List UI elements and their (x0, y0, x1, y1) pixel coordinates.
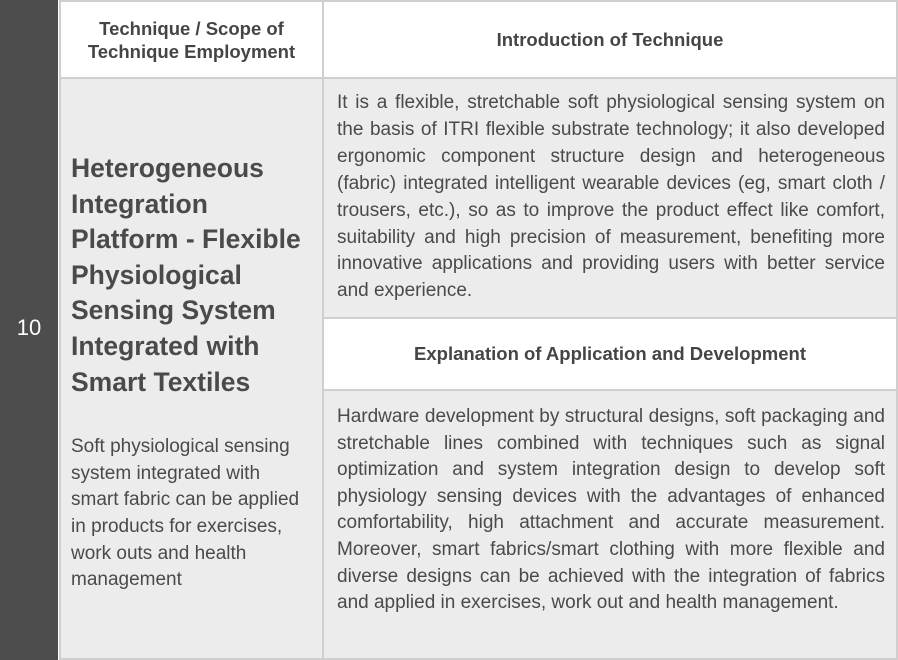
row-number: 10 (16, 315, 42, 340)
header-introduction: Introduction of Technique (324, 2, 896, 77)
application-text: Hardware development by structural designs, soft packaging and stretchable lines combined with techniques such as signal optimization and system integration design to develop soft physiology sensing devices with the advantages of enhanced comfortability, high attachment and accurate measurement. Moreover, smart fabrics/smart clothing with more flexible and diverse designs can be achieved with the integration of fabrics and applied in exercises, work out and health management. (324, 391, 896, 658)
introduction-text: It is a flexible, stretchable soft physiological sensing system on the basis of ITRI flexible substrate technology; it also developed ergonomic component structure design and heterogeneous (fabric) integrated intelligent wearable devices (eg, smart cloth / trousers, etc.), so as to improve the product effect like comfort, suitability and high precision of measurement, benefiting more innovative applications and providing users with better service and experience. (324, 79, 896, 317)
header-explanation: Explanation of Application and Development (324, 319, 896, 389)
header-technique-scope: Technique / Scope of Technique Employment (61, 2, 322, 77)
technique-table (59, 0, 898, 660)
technique-scope: Soft physiological sensing system integrated with smart fabric can be applied in products for exercises, work outs and health management (71, 436, 300, 591)
technique-title: Heterogeneous Integration Platform - Flexible Physiological Sensing System Integrated with Smart Textiles (71, 153, 301, 397)
technique-cell (61, 79, 322, 658)
row-number-sidebar (0, 0, 58, 660)
